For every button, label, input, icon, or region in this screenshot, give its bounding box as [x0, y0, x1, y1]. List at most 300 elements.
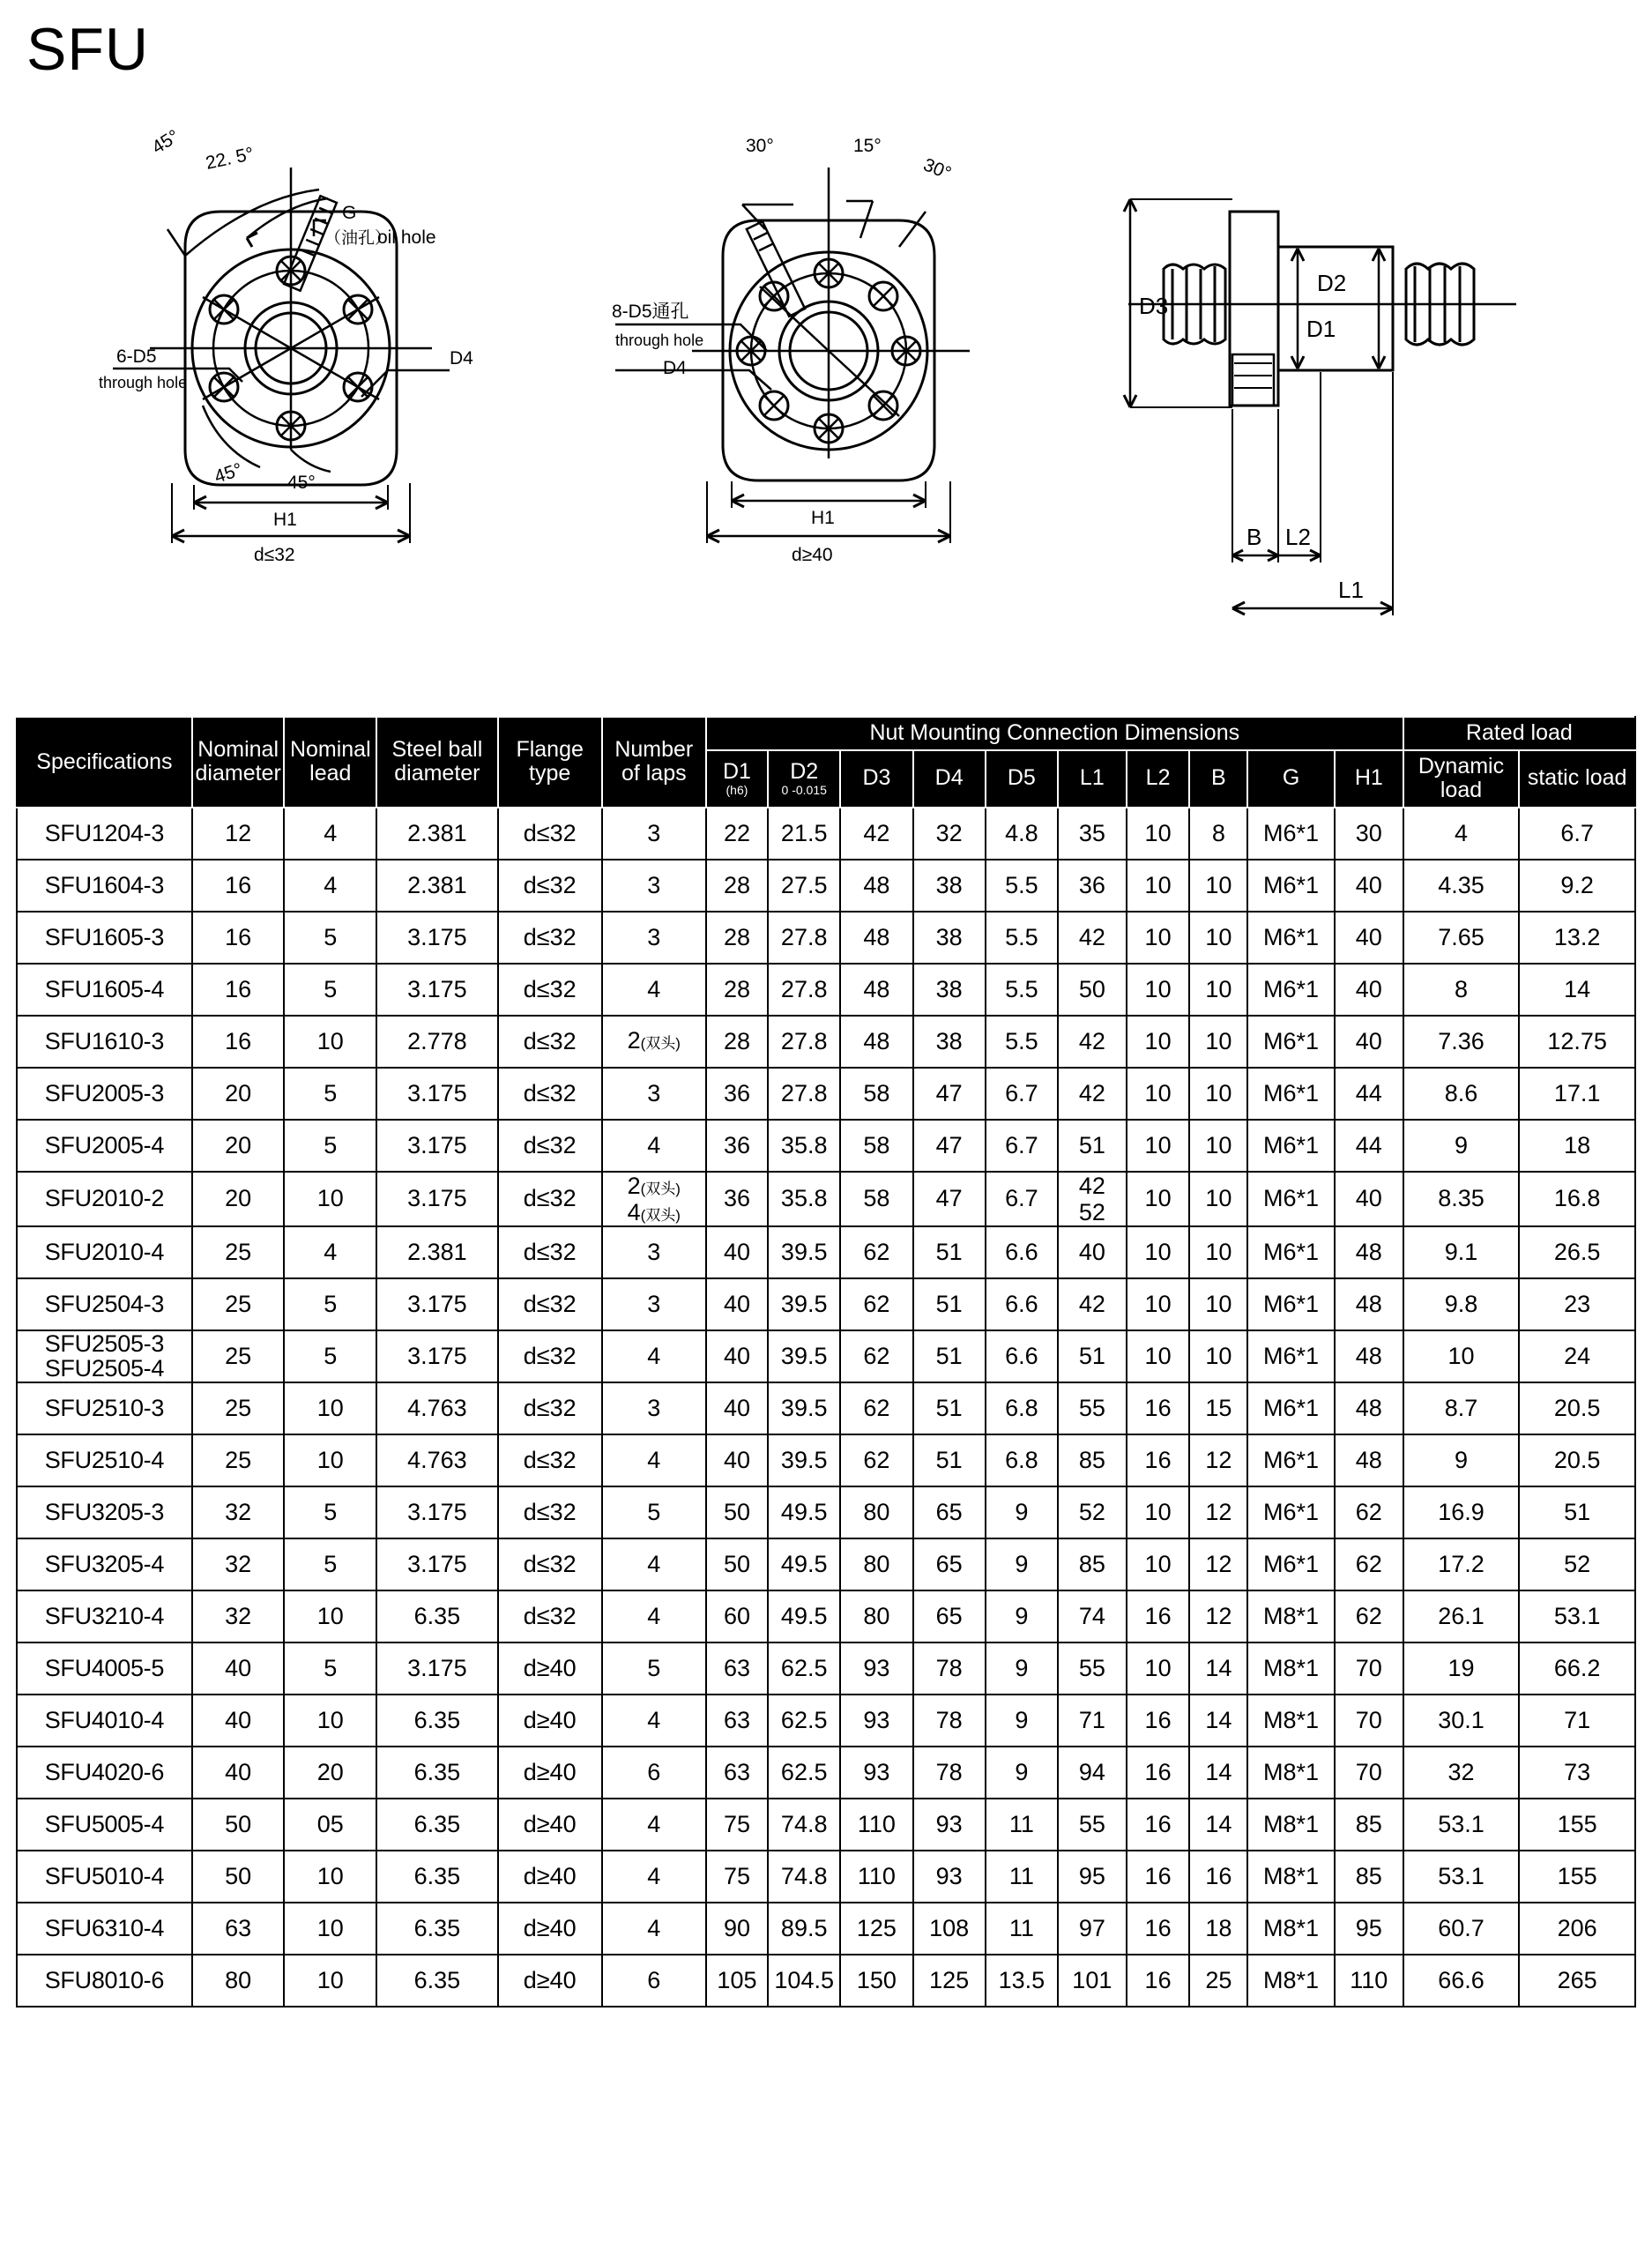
- cell-g: M8*1: [1247, 1851, 1335, 1903]
- cell-nominal-diameter: 50: [192, 1799, 285, 1851]
- cell-dynamic-load: 26.1: [1403, 1590, 1520, 1642]
- cell-dynamic-load: 7.36: [1403, 1016, 1520, 1068]
- cell-d5: 6.7: [986, 1120, 1058, 1172]
- cell-l1: 55: [1058, 1799, 1127, 1851]
- cell-static-load: 71: [1519, 1695, 1635, 1747]
- th-specifications: Specifications: [17, 717, 192, 808]
- cell-d4: 93: [913, 1851, 986, 1903]
- cell-d3: 80: [840, 1486, 912, 1538]
- cell-l2: 10: [1127, 964, 1190, 1016]
- cell-nominal-diameter: 25: [192, 1226, 285, 1278]
- flange-large-diagram: [608, 115, 1102, 696]
- cell-b: 14: [1189, 1747, 1247, 1799]
- cell-d2: 35.8: [768, 1172, 840, 1226]
- cell-l2: 10: [1127, 808, 1190, 860]
- cell-number-of-laps: 3: [602, 860, 706, 912]
- table-row: [17, 964, 1635, 1016]
- cell-static-load: 66.2: [1519, 1642, 1635, 1695]
- cell-nominal-lead: 05: [284, 1799, 376, 1851]
- cell-l1: 50: [1058, 964, 1127, 1016]
- th-flange-type: Flange type: [498, 717, 602, 808]
- cell-d3: 62: [840, 1226, 912, 1278]
- cell-number-of-laps: 6: [602, 1955, 706, 2007]
- cell-b: 14: [1189, 1695, 1247, 1747]
- cell-g: M8*1: [1247, 1695, 1335, 1747]
- cell-g: M6*1: [1247, 860, 1335, 912]
- cell-l2: 10: [1127, 1120, 1190, 1172]
- cell-steel-ball-diameter: 3.175: [376, 1172, 498, 1226]
- cell-d5: 6.6: [986, 1226, 1058, 1278]
- cell-d5: 11: [986, 1799, 1058, 1851]
- cell-nominal-diameter: 50: [192, 1851, 285, 1903]
- cell-specification: SFU2510-4: [17, 1434, 192, 1486]
- cell-nominal-diameter: 25: [192, 1278, 285, 1330]
- cell-b: 10: [1189, 1172, 1247, 1226]
- cell-l2: 16: [1127, 1851, 1190, 1903]
- cell-steel-ball-diameter: 6.35: [376, 1903, 498, 1955]
- cell-d3: 93: [840, 1695, 912, 1747]
- cell-d4: 51: [913, 1278, 986, 1330]
- cell-steel-ball-diameter: 4.763: [376, 1382, 498, 1434]
- table-row: [17, 860, 1635, 912]
- cell-g: M6*1: [1247, 1382, 1335, 1434]
- cell-nominal-diameter: 25: [192, 1330, 285, 1382]
- cell-specification: SFU2005-3: [17, 1068, 192, 1120]
- cell-d5: 5.5: [986, 912, 1058, 964]
- cell-l1: 42: [1058, 1068, 1127, 1120]
- cell-dynamic-load: 8.6: [1403, 1068, 1520, 1120]
- cell-d5: 13.5: [986, 1955, 1058, 2007]
- angle-30-left-label: 30°: [746, 136, 774, 156]
- cell-static-load: 16.8: [1519, 1172, 1635, 1226]
- cell-d2: 49.5: [768, 1590, 840, 1642]
- cell-b: 10: [1189, 860, 1247, 912]
- cell-g: M6*1: [1247, 808, 1335, 860]
- cell-d5: 4.8: [986, 808, 1058, 860]
- cell-g: M6*1: [1247, 1330, 1335, 1382]
- cell-d3: 62: [840, 1382, 912, 1434]
- h1-label: H1: [273, 510, 297, 530]
- cell-g: M8*1: [1247, 1747, 1335, 1799]
- table-row: [17, 912, 1635, 964]
- cell-number-of-laps: 4: [602, 1330, 706, 1382]
- cell-specification: SFU3210-4: [17, 1590, 192, 1642]
- cell-specification: SFU1605-4: [17, 964, 192, 1016]
- page-title: SFU: [26, 16, 149, 83]
- cell-l2: 10: [1127, 912, 1190, 964]
- cell-d1: 40: [706, 1226, 768, 1278]
- cell-d4: 65: [913, 1486, 986, 1538]
- cell-steel-ball-diameter: 6.35: [376, 1747, 498, 1799]
- cell-l1: 55: [1058, 1642, 1127, 1695]
- th-d4: D4: [913, 750, 986, 808]
- cell-l2: 10: [1127, 1486, 1190, 1538]
- cell-d2: 39.5: [768, 1382, 840, 1434]
- cell-static-load: 17.1: [1519, 1068, 1635, 1120]
- d2-label: D2: [1317, 270, 1347, 296]
- cell-l2: 10: [1127, 1172, 1190, 1226]
- cell-flange-type: d≥40: [498, 1642, 602, 1695]
- cell-d2: 35.8: [768, 1120, 840, 1172]
- cell-static-load: 23: [1519, 1278, 1635, 1330]
- cell-number-of-laps: 6: [602, 1747, 706, 1799]
- cell-d4: 38: [913, 1016, 986, 1068]
- cell-nominal-diameter: 40: [192, 1642, 285, 1695]
- th-d5: D5: [986, 750, 1058, 808]
- cell-h1: 70: [1335, 1695, 1403, 1747]
- cell-nominal-lead: 10: [284, 1955, 376, 2007]
- cell-d4: 78: [913, 1642, 986, 1695]
- cell-nominal-lead: 10: [284, 1903, 376, 1955]
- cell-l1: 40: [1058, 1226, 1127, 1278]
- cell-d2: 27.8: [768, 964, 840, 1016]
- cell-nominal-diameter: 32: [192, 1538, 285, 1590]
- cell-l1: 35: [1058, 808, 1127, 860]
- cell-d3: 48: [840, 964, 912, 1016]
- cell-flange-type: d≥40: [498, 1903, 602, 1955]
- cell-d5: 6.8: [986, 1382, 1058, 1434]
- cell-nominal-lead: 5: [284, 1278, 376, 1330]
- cell-specification: SFU4010-4: [17, 1695, 192, 1747]
- cell-b: 10: [1189, 1120, 1247, 1172]
- cell-static-load: 52: [1519, 1538, 1635, 1590]
- cell-steel-ball-diameter: 2.381: [376, 808, 498, 860]
- cell-d1: 60: [706, 1590, 768, 1642]
- cell-static-load: 13.2: [1519, 912, 1635, 964]
- cell-static-load: 20.5: [1519, 1382, 1635, 1434]
- th-d2-text: D2: [790, 758, 819, 784]
- cell-dynamic-load: 8.7: [1403, 1382, 1520, 1434]
- cell-l2: 10: [1127, 1538, 1190, 1590]
- cell-h1: 110: [1335, 1955, 1403, 2007]
- table-header: [17, 717, 1635, 808]
- cell-l1: 42 52: [1058, 1172, 1127, 1226]
- cell-l2: 10: [1127, 860, 1190, 912]
- cell-d4: 38: [913, 860, 986, 912]
- cell-b: 10: [1189, 912, 1247, 964]
- th-d1-tolerance: (h6): [726, 783, 748, 798]
- angle-22-5-label: 22. 5°: [204, 143, 256, 174]
- table-row: [17, 1955, 1635, 2007]
- cell-specification: SFU1610-3: [17, 1016, 192, 1068]
- cell-nominal-lead: 10: [284, 1851, 376, 1903]
- table-row: [17, 1120, 1635, 1172]
- cell-static-load: 73: [1519, 1747, 1635, 1799]
- cell-g: M6*1: [1247, 1172, 1335, 1226]
- cell-specification: SFU4020-6: [17, 1747, 192, 1799]
- technical-drawings-band: [0, 115, 1652, 696]
- cell-l2: 16: [1127, 1590, 1190, 1642]
- cell-static-load: 51: [1519, 1486, 1635, 1538]
- cell-static-load: 26.5: [1519, 1226, 1635, 1278]
- cell-d1: 28: [706, 964, 768, 1016]
- cell-l1: 42: [1058, 912, 1127, 964]
- cell-d1: 36: [706, 1172, 768, 1226]
- cell-number-of-laps: 4: [602, 1590, 706, 1642]
- cell-d1: 40: [706, 1278, 768, 1330]
- cell-b: 10: [1189, 1226, 1247, 1278]
- cell-l1: 42: [1058, 1016, 1127, 1068]
- cell-l1: 36: [1058, 860, 1127, 912]
- cell-b: 8: [1189, 808, 1247, 860]
- th-l2: L2: [1127, 750, 1190, 808]
- th-d1: [706, 750, 768, 808]
- cell-h1: 30: [1335, 808, 1403, 860]
- cell-l1: 74: [1058, 1590, 1127, 1642]
- cell-static-load: 14: [1519, 964, 1635, 1016]
- cell-l2: 16: [1127, 1382, 1190, 1434]
- cell-b: 18: [1189, 1903, 1247, 1955]
- cell-steel-ball-diameter: 6.35: [376, 1590, 498, 1642]
- cell-l2: 16: [1127, 1799, 1190, 1851]
- cell-g: M6*1: [1247, 1538, 1335, 1590]
- cell-dynamic-load: 8.35: [1403, 1172, 1520, 1226]
- cell-d3: 62: [840, 1330, 912, 1382]
- cell-d1: 28: [706, 860, 768, 912]
- cell-nominal-diameter: 63: [192, 1903, 285, 1955]
- th-l1: L1: [1058, 750, 1127, 808]
- cell-d2: 21.5: [768, 808, 840, 860]
- cell-h1: 95: [1335, 1903, 1403, 1955]
- cell-d1: 28: [706, 912, 768, 964]
- cell-steel-ball-diameter: 6.35: [376, 1695, 498, 1747]
- cell-d1: 90: [706, 1903, 768, 1955]
- cell-d5: 9: [986, 1747, 1058, 1799]
- angle-30-right-label: 30°: [920, 154, 955, 184]
- cell-h1: 85: [1335, 1851, 1403, 1903]
- cell-specification: SFU8010-6: [17, 1955, 192, 2007]
- cell-static-load: 12.75: [1519, 1016, 1635, 1068]
- cell-flange-type: d≥40: [498, 1747, 602, 1799]
- cell-d2: 27.8: [768, 1068, 840, 1120]
- cell-static-load: 53.1: [1519, 1590, 1635, 1642]
- cell-number-of-laps: 5: [602, 1642, 706, 1695]
- cell-nominal-diameter: 32: [192, 1486, 285, 1538]
- cell-d1: 75: [706, 1851, 768, 1903]
- cell-specification: SFU2510-3: [17, 1382, 192, 1434]
- table-row: [17, 1695, 1635, 1747]
- h1-label: H1: [811, 508, 835, 528]
- cell-d1: 40: [706, 1330, 768, 1382]
- d1-label: D1: [1306, 316, 1336, 342]
- cell-d1: 40: [706, 1382, 768, 1434]
- cell-l2: 16: [1127, 1695, 1190, 1747]
- cell-d4: 108: [913, 1903, 986, 1955]
- cell-l2: 16: [1127, 1747, 1190, 1799]
- cell-h1: 48: [1335, 1226, 1403, 1278]
- cell-nominal-diameter: 40: [192, 1695, 285, 1747]
- cell-d4: 93: [913, 1799, 986, 1851]
- cell-dynamic-load: 9.8: [1403, 1278, 1520, 1330]
- cell-nominal-lead: 10: [284, 1434, 376, 1486]
- cell-specification: SFU6310-4: [17, 1903, 192, 1955]
- cell-nominal-lead: 5: [284, 1538, 376, 1590]
- cell-h1: 85: [1335, 1799, 1403, 1851]
- cell-steel-ball-diameter: 6.35: [376, 1955, 498, 2007]
- cell-d1: 22: [706, 808, 768, 860]
- cell-nominal-diameter: 80: [192, 1955, 285, 2007]
- cell-g: M6*1: [1247, 1278, 1335, 1330]
- cell-steel-ball-diameter: 3.175: [376, 1330, 498, 1382]
- cell-h1: 70: [1335, 1642, 1403, 1695]
- th-h1: H1: [1335, 750, 1403, 808]
- cell-d2: 62.5: [768, 1695, 840, 1747]
- cell-d3: 93: [840, 1747, 912, 1799]
- cell-flange-type: d≤32: [498, 1016, 602, 1068]
- cell-nominal-diameter: 20: [192, 1068, 285, 1120]
- cell-nominal-lead: 5: [284, 1120, 376, 1172]
- table-row: [17, 1068, 1635, 1120]
- cell-d3: 42: [840, 808, 912, 860]
- cell-steel-ball-diameter: 6.35: [376, 1851, 498, 1903]
- cell-number-of-laps: 2(双头): [602, 1016, 706, 1068]
- cell-b: 10: [1189, 1016, 1247, 1068]
- table-row: [17, 1747, 1635, 1799]
- cell-g: M8*1: [1247, 1642, 1335, 1695]
- th-d1-text: D1: [722, 758, 751, 784]
- cell-d3: 48: [840, 912, 912, 964]
- cell-nominal-lead: 10: [284, 1172, 376, 1226]
- cell-h1: 48: [1335, 1382, 1403, 1434]
- cell-specification: SFU2010-2: [17, 1172, 192, 1226]
- cell-steel-ball-diameter: 3.175: [376, 1538, 498, 1590]
- cell-b: 14: [1189, 1642, 1247, 1695]
- cell-g: M8*1: [1247, 1799, 1335, 1851]
- cell-number-of-laps: 3: [602, 808, 706, 860]
- cell-g: M6*1: [1247, 1434, 1335, 1486]
- cell-number-of-laps: 4: [602, 1538, 706, 1590]
- oil-hole-cn-label: （油孔）: [324, 229, 392, 248]
- cell-b: 12: [1189, 1538, 1247, 1590]
- cell-d4: 51: [913, 1382, 986, 1434]
- table-row: [17, 1330, 1635, 1382]
- angle-45-left-label: 45°: [148, 125, 183, 159]
- cell-steel-ball-diameter: 3.175: [376, 964, 498, 1016]
- cell-l2: 10: [1127, 1278, 1190, 1330]
- cell-b: 12: [1189, 1486, 1247, 1538]
- cell-specification: SFU4005-5: [17, 1642, 192, 1695]
- cell-nominal-diameter: 32: [192, 1590, 285, 1642]
- cell-h1: 40: [1335, 860, 1403, 912]
- cell-steel-ball-diameter: 2.778: [376, 1016, 498, 1068]
- cell-flange-type: d≥40: [498, 1799, 602, 1851]
- cell-g: M6*1: [1247, 1120, 1335, 1172]
- cell-d3: 62: [840, 1278, 912, 1330]
- cell-flange-type: d≤32: [498, 1172, 602, 1226]
- cell-g: M6*1: [1247, 1016, 1335, 1068]
- cell-d5: 9: [986, 1486, 1058, 1538]
- cell-d3: 58: [840, 1068, 912, 1120]
- cell-dynamic-load: 4.35: [1403, 860, 1520, 912]
- cell-d4: 38: [913, 912, 986, 964]
- cell-dynamic-load: 10: [1403, 1330, 1520, 1382]
- l2-label: L2: [1285, 524, 1311, 550]
- cell-d5: 6.8: [986, 1434, 1058, 1486]
- cell-dynamic-load: 17.2: [1403, 1538, 1520, 1590]
- cell-steel-ball-diameter: 3.175: [376, 1642, 498, 1695]
- cell-specification: SFU3205-3: [17, 1486, 192, 1538]
- b-label: B: [1246, 524, 1262, 550]
- cell-dynamic-load: 60.7: [1403, 1903, 1520, 1955]
- holes-callout-label: 6-D5: [116, 346, 157, 367]
- cell-h1: 44: [1335, 1068, 1403, 1120]
- cell-static-load: 155: [1519, 1799, 1635, 1851]
- d3-label: D3: [1139, 293, 1169, 319]
- cell-number-of-laps: 4: [602, 1120, 706, 1172]
- cell-d5: 9: [986, 1538, 1058, 1590]
- cell-steel-ball-diameter: 3.175: [376, 1068, 498, 1120]
- cell-specification: SFU2010-4: [17, 1226, 192, 1278]
- cell-d3: 80: [840, 1590, 912, 1642]
- cell-flange-type: d≤32: [498, 860, 602, 912]
- cell-nominal-lead: 20: [284, 1747, 376, 1799]
- cell-d4: 51: [913, 1226, 986, 1278]
- cell-nominal-lead: 5: [284, 1642, 376, 1695]
- cell-d5: 11: [986, 1851, 1058, 1903]
- cell-flange-type: d≥40: [498, 1851, 602, 1903]
- cell-d2: 49.5: [768, 1538, 840, 1590]
- cell-h1: 44: [1335, 1120, 1403, 1172]
- cell-number-of-laps: 3: [602, 912, 706, 964]
- cell-d3: 58: [840, 1172, 912, 1226]
- cell-d3: 80: [840, 1538, 912, 1590]
- cell-d4: 78: [913, 1747, 986, 1799]
- cell-dynamic-load: 30.1: [1403, 1695, 1520, 1747]
- table-row: [17, 1538, 1635, 1590]
- cell-nominal-diameter: 16: [192, 1016, 285, 1068]
- cell-d4: 51: [913, 1330, 986, 1382]
- cell-d5: 9: [986, 1695, 1058, 1747]
- cell-flange-type: d≤32: [498, 1486, 602, 1538]
- cell-number-of-laps: 4: [602, 964, 706, 1016]
- table-row: [17, 1799, 1635, 1851]
- cell-d2: 27.8: [768, 1016, 840, 1068]
- cell-dynamic-load: 66.6: [1403, 1955, 1520, 2007]
- cell-static-load: 6.7: [1519, 808, 1635, 860]
- cell-flange-type: d≤32: [498, 1382, 602, 1434]
- table-body: [17, 808, 1635, 2007]
- cell-specification: SFU1204-3: [17, 808, 192, 860]
- cell-nominal-diameter: 40: [192, 1747, 285, 1799]
- cell-l2: 10: [1127, 1642, 1190, 1695]
- cell-h1: 40: [1335, 1172, 1403, 1226]
- cell-h1: 48: [1335, 1330, 1403, 1382]
- table-row: [17, 1642, 1635, 1695]
- table-row: [17, 1434, 1635, 1486]
- cell-h1: 48: [1335, 1434, 1403, 1486]
- cell-nominal-lead: 5: [284, 912, 376, 964]
- cell-d3: 110: [840, 1799, 912, 1851]
- cell-specification: SFU2505-3 SFU2505-4: [17, 1330, 192, 1382]
- cell-d1: 63: [706, 1642, 768, 1695]
- cell-d1: 75: [706, 1799, 768, 1851]
- cell-d1: 105: [706, 1955, 768, 2007]
- cell-specification: SFU1605-3: [17, 912, 192, 964]
- cell-h1: 40: [1335, 964, 1403, 1016]
- cell-l1: 42: [1058, 1278, 1127, 1330]
- table-row: [17, 1486, 1635, 1538]
- th-g: G: [1247, 750, 1335, 808]
- cell-d4: 47: [913, 1068, 986, 1120]
- cell-nominal-lead: 10: [284, 1016, 376, 1068]
- cell-static-load: 20.5: [1519, 1434, 1635, 1486]
- cell-flange-type: d≤32: [498, 964, 602, 1016]
- cell-d4: 65: [913, 1538, 986, 1590]
- cell-nominal-lead: 5: [284, 1330, 376, 1382]
- cell-b: 10: [1189, 1278, 1247, 1330]
- cell-g: M6*1: [1247, 1068, 1335, 1120]
- cell-b: 12: [1189, 1434, 1247, 1486]
